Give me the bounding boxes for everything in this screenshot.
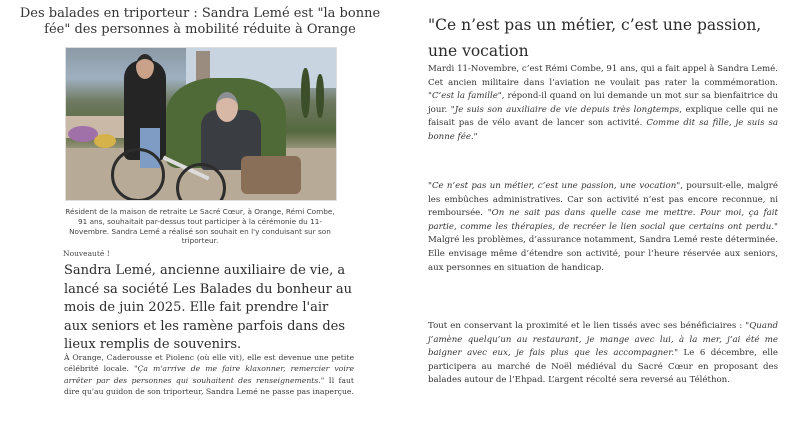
kicker-label: Nouveauté ! (63, 249, 110, 258)
photo-tree (301, 68, 310, 118)
photo-man-head (216, 92, 238, 122)
photo-tree (316, 74, 324, 118)
paragraph-2 (428, 180, 778, 275)
article-body-left (64, 352, 354, 398)
body-text: Tout en conservant la proximité et le lien tissés avec ses bénéficiaires : (428, 321, 746, 331)
paragraph-3 (428, 320, 778, 388)
body-text: , poursuit-elle, malgré les embûches administratives. Car son activité n’est pas encore reconnue, ni remboursée. (428, 181, 778, 219)
body-text: Il faut dire qu'au guidon de son triporteur, Sandra Lemé ne passe pas inaperçue. (64, 375, 354, 397)
article-headline: Des balades en triporteur : Sandra Lemé est "la bonne fée" des personnes à mobilité réduite à Orange (19, 6, 381, 37)
body-quote: "Ça m'arrive de me faire klaxonner, remercier voire arrêter par des personnes qui souhaitent des renseignements." (64, 364, 354, 385)
paragraph-1 (428, 63, 778, 145)
photo-flowers (94, 134, 116, 148)
right-column (400, 0, 800, 422)
body-quote: "C’est la famille" (428, 91, 502, 102)
section-heading: "Ce n’est pas un métier, c’est une passion, une vocation (428, 16, 762, 60)
body-text: Le 6 décembre, elle participera au marché de Noël médiéval du Sacré Cœur en proposant des balades autour de l’Ehpad. L’argent récolté sera reversé au Téléthon. (428, 348, 778, 386)
photo-wheel (111, 148, 165, 201)
body-text: À Orange, Caderousse et Piolenc (où elle vit), elle est devenue une petite célébrité locale. (64, 353, 354, 374)
body-text: Malgré les problèmes, d’assurance notamment, Sandra Lemé reste déterminée. Elle envisage même d’étendre son activité, pour l’heure réservée aux seniors, aux personnes en situation de handicap. (428, 235, 778, 273)
body-quote: "Ce n’est pas un métier, c’est une passion, une vocation" (428, 181, 681, 191)
article-photo (65, 47, 337, 201)
body-text: Mardi 11-Novembre, c’est Rémi Combe, 91 ans, qui a fait appel à Sandra Lemé. Cet ancien militaire dans l’aviation ne voulait pas rater la commémoration. (428, 64, 778, 88)
photo-caption: Résident de la maison de retraite Le Sacré Cœur, à Orange, Rémi Combe, 91 ans, souhaitait par-dessus tout participer à la cérémonie du 11-Novembre. Sandra Lemé a réalisé son souhait en l'y conduisant sur son triporteur. (65, 207, 335, 246)
body-quote: "On ne sait pas dans quelle case me mettre. Pour moi, ça fait partie, comme les thérapies, de recréer le lien social que certains ont perdu." (428, 208, 778, 232)
body-quote: "Je suis son auxiliaire de vie depuis très longtemps (450, 104, 680, 115)
photo-woman-head (136, 54, 154, 79)
photo-blanket (241, 156, 301, 194)
body-quote: "Quand j’amène quelqu’un au restaurant, je mange avec lui, à la mer, j’ai été me baigner avec eux, je fais plus que les accompagner." (428, 321, 778, 359)
body-quote: Comme dit sa fille, je suis sa bonne fée." (428, 118, 778, 142)
body-text: , explique celle qui ne faisait pas de vélo avant de lancer son activité. (428, 104, 778, 129)
body-text: , répond-il quand on lui demande un mot sur sa bienfaitrice du jour. (428, 91, 778, 115)
article-lead: Sandra Lemé, ancienne auxiliaire de vie, a lancé sa société Les Balades du bonheur au mois de juin 2025. Elle fait prendre l'air aux seniors et les ramène parfois dans des lieux remplis de souvenirs. (64, 263, 353, 352)
